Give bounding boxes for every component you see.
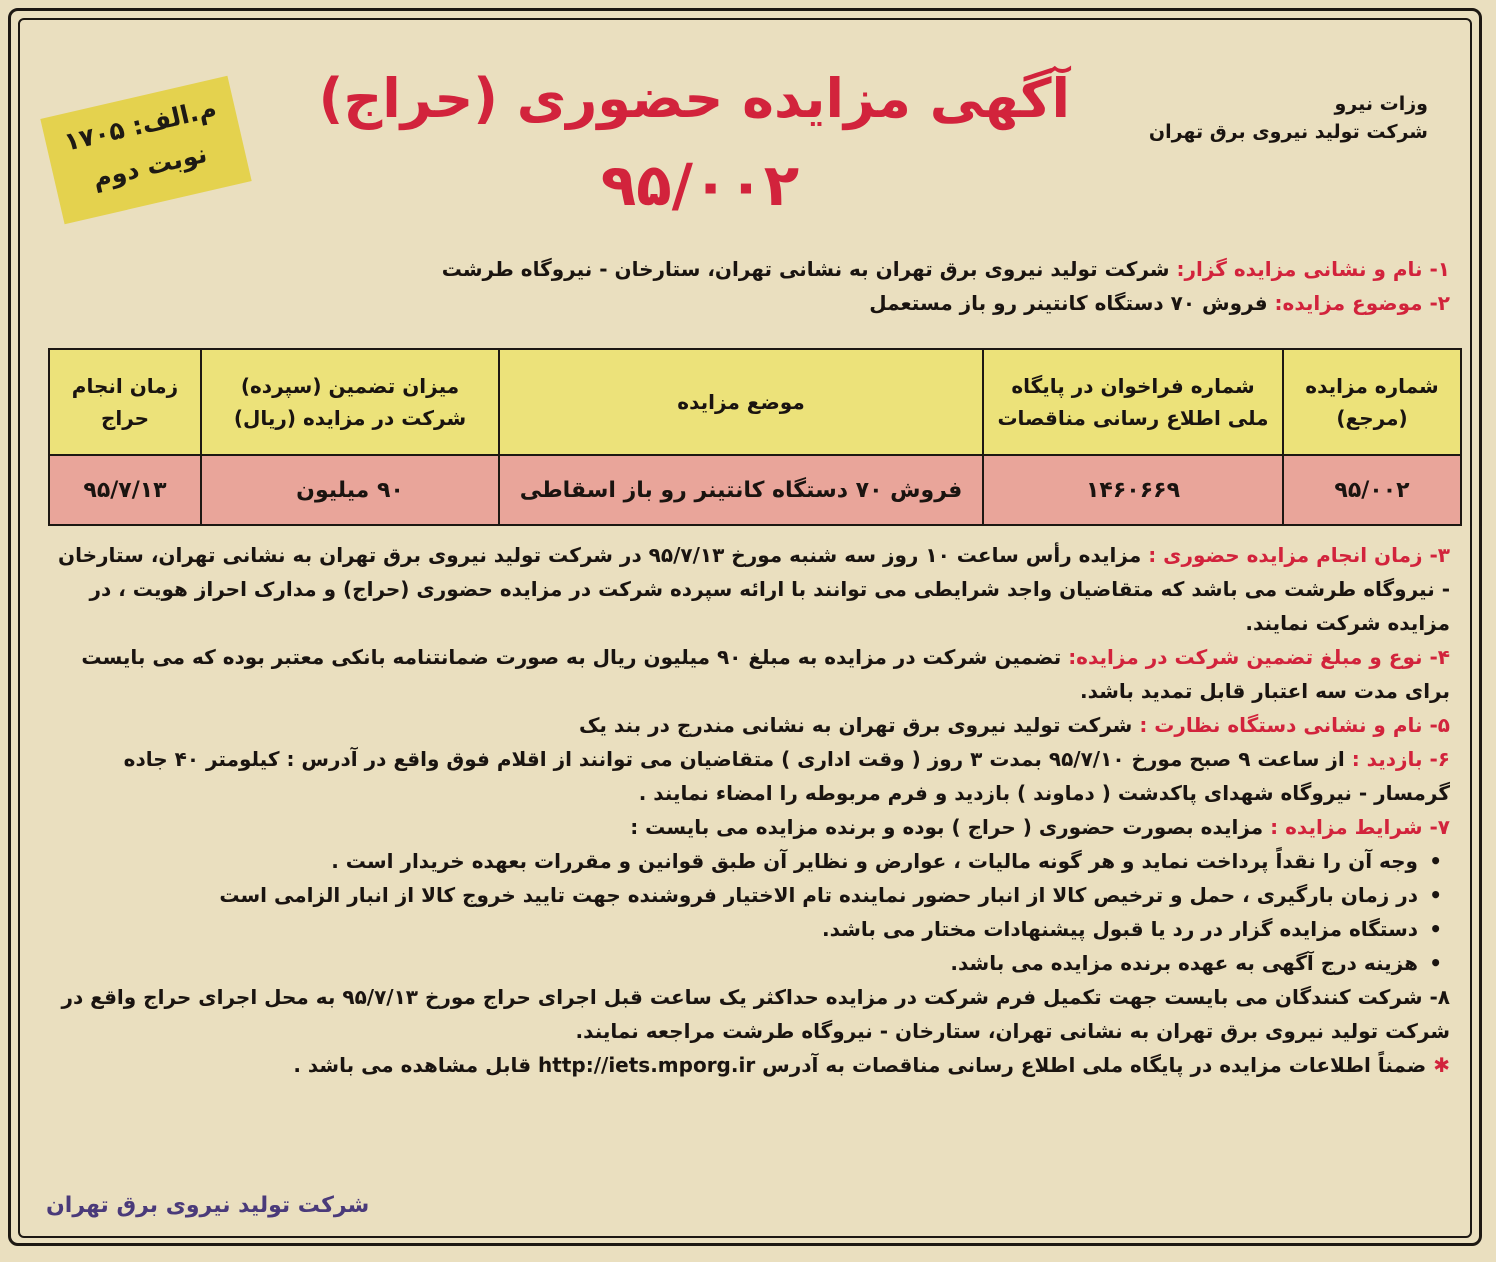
cell-auction-number: ۹۵/۰۰۲ [1283,455,1461,525]
section-5-label: ۵- نام و نشانی دستگاه نظارت : [1139,713,1450,737]
asterisk-icon: ✱ [1433,1053,1450,1077]
header-auction-number: شماره مزایده (مرجع) [1283,349,1461,455]
header-call-number: شماره فراخوان در پایگاه ملی اطلاع رسانی مناقصات [983,349,1283,455]
section-4-text: تضمین شرکت در مزایده به مبلغ ۹۰ میلیون ریال به صورت ضمانتنامه بانکی معتبر بوده که می بایست برای مدت سه اعتبار قابل تمدید باشد. [81,645,1450,703]
auction-table [48,348,1462,526]
section-7-text: مزایده بصورت حضوری ( حراج ) بوده و برنده مزایده می بایست : [630,815,1264,839]
header-guarantee: میزان تضمین (سپرده) شرکت در مزایده (ریال) [201,349,499,455]
table-row [49,455,1461,525]
sticker-reference: م.الف: ۱۷۰۵ [61,93,220,157]
header-subject: موضع مزایده [499,349,983,455]
section-6-label: ۶- بازدید : [1351,747,1450,771]
info-note-after: قابل مشاهده می باشد . [293,1053,532,1077]
intro-sections [46,252,1450,320]
list-item: • دستگاه مزایده گزار در رد یا قبول پیشنهادات مختار می باشد. [46,912,1418,946]
section-1-label: ۱- نام و نشانی مزایده گزار: [1176,257,1450,281]
section-8: ۸- شرکت کنندگان می بایست جهت تکمیل فرم شرکت در مزایده حداکثر یک ساعت قبل اجرای حراج مورخ ۹۵/۷/۱۳ به محل اجرای حراج واقع در شرکت تولید نیروی برق تهران به نشانی تهران، ستارخان - نیروگاه طرشت مراجعه نمایند. [61,985,1450,1043]
sticker-round: نوبت دوم [89,138,210,194]
info-note-before: ضمناً اطلاعات مزایده در پایگاه ملی اطلاع رسانی مناقصات به آدرس [762,1053,1427,1077]
conditions-list [46,844,1450,980]
detail-sections [46,538,1450,1082]
section-3 [46,538,1450,640]
section-1 [46,252,1450,286]
section-7-label: ۷- شرایط مزایده : [1270,815,1450,839]
table-header-row [49,349,1461,455]
section-2 [46,286,1450,320]
section-4 [46,640,1450,708]
section-3-text: مزایده رأس ساعت ۱۰ روز سه شنبه مورخ ۹۵/۷/۱۳ در شرکت تولید نیروی برق تهران به نشانی تهران، ستارخان - نیروگاه طرشت می باشد که متقاضیان واجد شرایطی می توانند با ارائه سپرده شرکت در مزایده حضوری (حراج) و مدارک احراز هویت ، در مزایده شرکت نمایند. [58,543,1450,635]
list-item: • در زمان بارگیری ، حمل و ترخیص کالا از انبار حضور نماینده تام الاختیار فروشنده جهت تایید خروج کالا از انبار الزامی است [46,878,1418,912]
ministry-name: وزات نیرو [1334,93,1428,115]
header-auction-date: زمان انجام حراج [49,349,201,455]
cell-subject: فروش ۷۰ دستگاه کانتینر رو باز اسقاطی [499,455,983,525]
notice-title: آگهی مزایده حضوری (حراج) [318,67,1070,130]
cell-call-number: ۱۴۶۰۶۶۹ [983,455,1283,525]
section-2-text: فروش ۷۰ دستگاه کانتینر رو باز مستعمل [869,291,1268,315]
section-2-label: ۲- موضوع مزایده: [1274,291,1450,315]
cell-guarantee: ۹۰ میلیون [201,455,499,525]
list-item: • هزینه درج آگهی به عهده برنده مزایده می باشد. [46,946,1418,980]
section-7 [46,810,1450,844]
section-4-label: ۴- نوع و مبلغ تضمین شرکت در مزایده: [1068,645,1450,669]
info-url-link[interactable]: http://iets.mporg.ir [538,1053,756,1077]
notice-number: ۹۵/۰۰۲ [600,151,800,219]
issuer-block [1149,90,1428,146]
section-5 [46,708,1450,742]
cell-auction-date: ۹۵/۷/۱۳ [49,455,201,525]
signature: شرکت تولید نیروی برق تهران [46,1193,370,1218]
section-1-text: شرکت تولید نیروی برق تهران به نشانی تهران، ستارخان - نیروگاه طرشت [441,257,1170,281]
section-5-text: شرکت تولید نیروی برق تهران به نشانی مندرج در بند یک [578,713,1133,737]
section-6 [46,742,1450,810]
section-6-text: از ساعت ۹ صبح مورخ ۹۵/۷/۱۰ بمدت ۳ روز ( وقت اداری ) متقاضیان می توانند از اقلام فوق واقع در آدرس : کیلومتر ۴۰ جاده گرمسار - نیروگاه شهدای پاکدشت ( دماوند ) بازدید و فرم مربوطه را امضاء نمایند . [123,747,1450,805]
section-3-label: ۳- زمان انجام مزایده حضوری : [1148,543,1450,567]
info-note [46,1048,1450,1082]
company-name: شرکت تولید نیروی برق تهران [1148,121,1428,143]
list-item: • وجه آن را نقداً پرداخت نماید و هر گونه مالیات ، عوارض و نظایر آن طبق قوانین و مقررات بعهده خریدار است . [46,844,1418,878]
